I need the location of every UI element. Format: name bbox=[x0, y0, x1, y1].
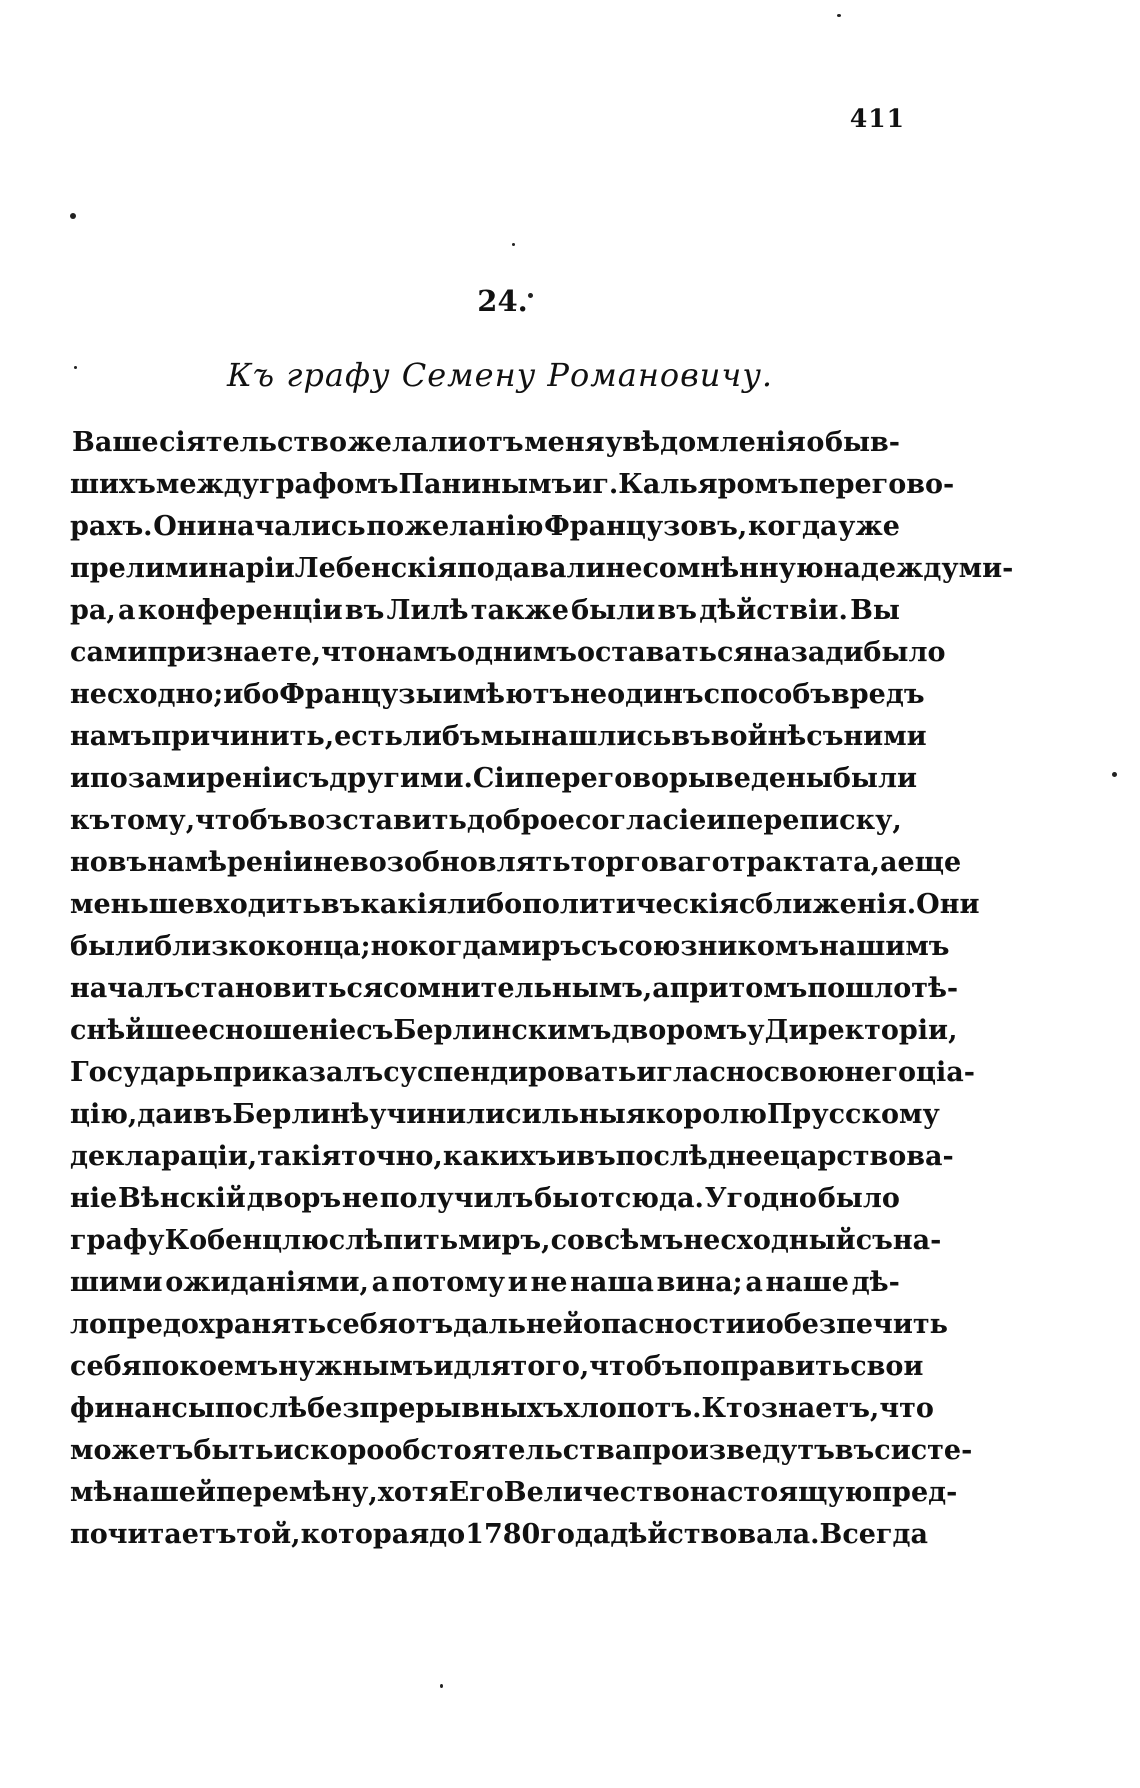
word: негоціа- bbox=[844, 1057, 975, 1088]
word: сближенія. bbox=[738, 889, 917, 920]
word: и bbox=[706, 805, 727, 836]
word: а bbox=[745, 1267, 763, 1298]
text-line bbox=[70, 1220, 942, 1262]
text-line bbox=[70, 842, 962, 884]
word: Угодно bbox=[704, 1183, 817, 1214]
word: чтобъ bbox=[195, 805, 289, 836]
word: Они bbox=[916, 889, 980, 920]
word: дворъ bbox=[246, 1183, 342, 1214]
word: въ bbox=[834, 1435, 875, 1466]
word: либо bbox=[447, 889, 523, 920]
word: перемѣну, bbox=[215, 1477, 378, 1508]
word: были bbox=[832, 763, 918, 794]
word: и bbox=[433, 1351, 454, 1382]
word: у bbox=[747, 1015, 765, 1046]
word: себя bbox=[326, 1309, 398, 1340]
word: не bbox=[341, 1183, 379, 1214]
section-number: 24. bbox=[477, 284, 528, 318]
word: меньше bbox=[70, 889, 195, 920]
word: миръ bbox=[497, 931, 582, 962]
word: Лебенскія bbox=[294, 553, 457, 584]
word: почитаетъ bbox=[70, 1519, 237, 1550]
text-line bbox=[70, 968, 959, 1010]
text-line bbox=[70, 800, 900, 842]
word: съ bbox=[292, 763, 330, 794]
word: и bbox=[572, 469, 593, 500]
word: на- bbox=[892, 1225, 942, 1256]
word: назади bbox=[753, 637, 864, 668]
word: хотя bbox=[377, 1477, 449, 1508]
word: приказалъ bbox=[213, 1057, 384, 1088]
word: естьлибъ bbox=[334, 721, 481, 752]
word: графу bbox=[70, 1225, 165, 1256]
word: Кобенцлю bbox=[164, 1225, 329, 1256]
word: скоро bbox=[293, 1435, 385, 1466]
word: мѣ bbox=[70, 1477, 113, 1508]
word: дворомъ bbox=[611, 1015, 748, 1046]
word: томъ bbox=[728, 973, 808, 1004]
word: а bbox=[880, 847, 898, 878]
word: и bbox=[556, 1141, 577, 1172]
word: однимъ bbox=[457, 637, 577, 668]
word: при bbox=[669, 973, 729, 1004]
text-line bbox=[70, 1514, 928, 1556]
word: увѣдомленія bbox=[605, 427, 806, 458]
word: миръ, bbox=[458, 1225, 551, 1256]
word: какія bbox=[360, 889, 448, 920]
word: перегово- bbox=[798, 469, 955, 500]
word: Директоріи, bbox=[764, 1015, 958, 1046]
word: да bbox=[137, 1099, 173, 1130]
word: что bbox=[321, 637, 376, 668]
scan-speck bbox=[70, 213, 76, 219]
word: также bbox=[470, 595, 569, 626]
text-line bbox=[70, 758, 918, 800]
word: и bbox=[273, 1435, 294, 1466]
word: Французы bbox=[279, 679, 443, 710]
word: отсюда. bbox=[580, 1183, 704, 1214]
word: по bbox=[366, 511, 405, 542]
text-line bbox=[70, 1472, 958, 1514]
word: имѣютъ bbox=[442, 679, 571, 710]
word: намъ bbox=[375, 637, 458, 668]
text-line bbox=[70, 1346, 924, 1388]
word: Ваше bbox=[72, 427, 159, 458]
word: оставаться bbox=[576, 637, 754, 668]
text-line bbox=[70, 506, 900, 548]
word: еще bbox=[897, 847, 962, 878]
word: шими bbox=[70, 1267, 163, 1298]
word: начались bbox=[217, 511, 366, 542]
word: въ bbox=[320, 889, 361, 920]
word: политическія bbox=[522, 889, 739, 920]
word: наша bbox=[570, 1267, 654, 1298]
word: намъ bbox=[70, 721, 152, 752]
word: графомъ bbox=[259, 469, 399, 500]
word: между bbox=[155, 469, 260, 500]
word: безпрерывныхъ bbox=[307, 1393, 564, 1424]
word: суспендировать bbox=[383, 1057, 637, 1088]
word: торговаго bbox=[570, 847, 730, 878]
word: отъ bbox=[468, 427, 524, 458]
text-line bbox=[70, 1430, 973, 1472]
word: не bbox=[570, 679, 608, 710]
word: г. bbox=[592, 469, 619, 500]
word: Лилѣ bbox=[386, 595, 469, 626]
word: Вы bbox=[850, 595, 900, 626]
word: сіятельство bbox=[159, 427, 347, 458]
word: несходный bbox=[683, 1225, 856, 1256]
word: надежду bbox=[823, 553, 959, 584]
word: согласіе bbox=[574, 805, 707, 836]
word: наше bbox=[765, 1267, 849, 1298]
word: королю bbox=[645, 1099, 767, 1130]
text-line bbox=[70, 1304, 948, 1346]
word: точно, bbox=[341, 1141, 443, 1172]
word: Государь bbox=[70, 1057, 214, 1088]
word: финансы bbox=[70, 1393, 215, 1424]
word: переписку, bbox=[726, 805, 902, 836]
word: прелиминаріи bbox=[70, 553, 295, 584]
word: свою bbox=[763, 1057, 845, 1088]
word: пред- bbox=[872, 1477, 958, 1508]
text-line bbox=[70, 422, 900, 464]
word: что bbox=[879, 1393, 934, 1424]
word: было bbox=[817, 1183, 900, 1214]
word: началъ bbox=[70, 973, 185, 1004]
word: когда bbox=[408, 931, 498, 962]
word: которая bbox=[300, 1519, 430, 1550]
word: входить bbox=[194, 889, 321, 920]
word: свои bbox=[850, 1351, 924, 1382]
word: признаете, bbox=[147, 637, 322, 668]
word: произведутъ bbox=[632, 1435, 835, 1466]
word: быть bbox=[193, 1435, 274, 1466]
word: Французовъ, bbox=[544, 511, 748, 542]
word: по bbox=[90, 763, 128, 794]
word: о bbox=[806, 427, 825, 458]
word: можетъ bbox=[70, 1435, 194, 1466]
word: вредъ bbox=[831, 679, 925, 710]
word: съ bbox=[855, 1225, 893, 1256]
text-line bbox=[70, 1178, 900, 1220]
word: предохранять bbox=[107, 1309, 327, 1340]
word: Панинымъ bbox=[398, 469, 573, 500]
word: какихъ bbox=[442, 1141, 557, 1172]
word: Кто bbox=[701, 1393, 761, 1424]
word: и bbox=[507, 1267, 528, 1298]
word: возобновлять bbox=[350, 847, 571, 878]
word: а bbox=[118, 595, 136, 626]
word: трактата, bbox=[729, 847, 881, 878]
word: ожиданіями, bbox=[165, 1267, 369, 1298]
word: а bbox=[371, 1267, 390, 1298]
word: и bbox=[172, 1099, 193, 1130]
word: ведены bbox=[714, 763, 833, 794]
word: ніе bbox=[70, 1183, 118, 1214]
word: года bbox=[540, 1519, 611, 1550]
text-line bbox=[70, 590, 900, 632]
word: было bbox=[863, 637, 946, 668]
word: несомнѣнную bbox=[605, 553, 824, 584]
word: но bbox=[70, 847, 108, 878]
word: желали bbox=[347, 427, 468, 458]
word: съ bbox=[581, 931, 619, 962]
word: нашимъ bbox=[819, 931, 950, 962]
word: и bbox=[745, 1309, 766, 1340]
text-line bbox=[70, 464, 955, 506]
word: дальней bbox=[453, 1309, 583, 1340]
body-text bbox=[70, 422, 1014, 1556]
text-line bbox=[70, 548, 1014, 590]
word: способъ bbox=[703, 679, 832, 710]
word: быв- bbox=[824, 427, 900, 458]
text-line bbox=[70, 674, 925, 716]
word: потому bbox=[391, 1267, 506, 1298]
text-line bbox=[70, 1010, 958, 1052]
word: уже bbox=[838, 511, 900, 542]
word: съ bbox=[806, 721, 844, 752]
word: тому, bbox=[110, 805, 196, 836]
word: пошло bbox=[807, 973, 912, 1004]
word: сношеніе bbox=[208, 1015, 357, 1046]
word: сами bbox=[70, 637, 148, 668]
word: желанію bbox=[404, 511, 544, 542]
word: въ bbox=[107, 847, 148, 878]
word: становиться bbox=[184, 973, 383, 1004]
word: получилъ bbox=[379, 1183, 534, 1214]
word: рахъ. bbox=[70, 511, 153, 542]
word: ибо bbox=[223, 679, 280, 710]
word: но bbox=[370, 931, 409, 962]
word: поправить bbox=[682, 1351, 851, 1382]
word: подавали bbox=[456, 553, 606, 584]
word: бы bbox=[534, 1183, 580, 1214]
word: систе- bbox=[874, 1435, 973, 1466]
word: слѣпить bbox=[328, 1225, 459, 1256]
word: несходно; bbox=[70, 679, 224, 710]
word: Его bbox=[448, 1477, 504, 1508]
word: въ bbox=[344, 595, 385, 626]
word: царствова- bbox=[780, 1141, 954, 1172]
word: учинили bbox=[369, 1099, 506, 1130]
word: Берлинѣ bbox=[232, 1099, 370, 1130]
scan-speck bbox=[512, 243, 515, 246]
word: Берлинскимъ bbox=[393, 1015, 612, 1046]
word: ними bbox=[843, 721, 927, 752]
word: ми- bbox=[958, 553, 1014, 584]
text-line bbox=[70, 1388, 934, 1430]
word: сомнительнымъ, bbox=[382, 973, 653, 1004]
word: въ bbox=[657, 595, 697, 626]
word: 1780 bbox=[465, 1519, 541, 1550]
word: того, bbox=[510, 1351, 590, 1382]
word: хлопотъ. bbox=[563, 1393, 702, 1424]
word: настоящую bbox=[689, 1477, 873, 1508]
word: намѣреніи bbox=[147, 847, 314, 878]
word: чтобъ bbox=[589, 1351, 683, 1382]
word: дѣйствовала. bbox=[610, 1519, 820, 1550]
word: конца; bbox=[265, 931, 371, 962]
word: а bbox=[652, 973, 670, 1004]
word: обезпечить bbox=[765, 1309, 948, 1340]
text-line bbox=[70, 1262, 900, 1304]
word: послѣднее bbox=[615, 1141, 781, 1172]
text-line bbox=[70, 1052, 975, 1094]
page-number: 411 bbox=[849, 104, 905, 133]
word: не bbox=[530, 1267, 568, 1298]
word: и bbox=[636, 1057, 657, 1088]
scan-speck bbox=[1112, 772, 1117, 777]
word: Сіи bbox=[472, 763, 525, 794]
text-line bbox=[70, 926, 950, 968]
word: доброе bbox=[466, 805, 575, 836]
word: цію, bbox=[70, 1099, 138, 1130]
word: къ bbox=[70, 805, 111, 836]
word: такія bbox=[257, 1141, 342, 1172]
word: меня bbox=[524, 427, 605, 458]
scan-speck bbox=[440, 1684, 443, 1688]
word: дѣ- bbox=[851, 1267, 900, 1298]
text-line bbox=[70, 1094, 940, 1136]
word: были bbox=[70, 931, 155, 962]
word: Величество bbox=[503, 1477, 690, 1508]
word: декларацiи, bbox=[70, 1141, 258, 1172]
word: замиреніи bbox=[127, 763, 293, 794]
word: совсѣмъ bbox=[550, 1225, 684, 1256]
word: опасности bbox=[582, 1309, 746, 1340]
word: отъ bbox=[397, 1309, 454, 1340]
word: тѣ- bbox=[911, 973, 959, 1004]
word: въ bbox=[576, 1141, 616, 1172]
word: возставить bbox=[288, 805, 467, 836]
word: Всегда bbox=[819, 1519, 928, 1550]
word: дѣйствіи. bbox=[699, 595, 848, 626]
text-line bbox=[70, 1136, 954, 1178]
word: себя bbox=[70, 1351, 142, 1382]
word: сильныя bbox=[505, 1099, 646, 1130]
scan-speck bbox=[74, 366, 77, 369]
word: ра, bbox=[70, 595, 116, 626]
word: гласно bbox=[656, 1057, 764, 1088]
word: близко bbox=[154, 931, 266, 962]
word: въ bbox=[192, 1099, 233, 1130]
word: снѣйшее bbox=[70, 1015, 209, 1046]
word: причинить, bbox=[151, 721, 335, 752]
word: покоемъ bbox=[141, 1351, 279, 1382]
word: были bbox=[571, 595, 656, 626]
scan-speck bbox=[837, 14, 841, 17]
word: въ bbox=[671, 721, 711, 752]
word: нашей bbox=[112, 1477, 216, 1508]
text-line bbox=[70, 884, 980, 926]
word: знаетъ, bbox=[760, 1393, 880, 1424]
word: войнѣ bbox=[710, 721, 807, 752]
word: Прусскому bbox=[766, 1099, 940, 1130]
word: шихъ bbox=[70, 469, 156, 500]
word: съ bbox=[356, 1015, 394, 1046]
word: конференціи bbox=[137, 595, 343, 626]
word: когда bbox=[747, 511, 838, 542]
word: нашлись bbox=[531, 721, 672, 752]
word: ло bbox=[70, 1309, 108, 1340]
word: не bbox=[313, 847, 351, 878]
word: союзникомъ bbox=[618, 931, 820, 962]
word: другими. bbox=[329, 763, 473, 794]
word: той, bbox=[236, 1519, 301, 1550]
word: мы bbox=[480, 721, 532, 752]
word: для bbox=[453, 1351, 511, 1382]
word: нужнымъ bbox=[278, 1351, 434, 1382]
word: одинъ bbox=[607, 679, 704, 710]
word: Они bbox=[153, 511, 217, 542]
word: и bbox=[70, 763, 91, 794]
word: до bbox=[429, 1519, 466, 1550]
word: послѣ bbox=[214, 1393, 308, 1424]
word: Кальяромъ bbox=[618, 469, 799, 500]
letter-heading: Къ графу Семену Романовичу. bbox=[226, 356, 774, 394]
word: обстоятельства bbox=[384, 1435, 633, 1466]
scan-speck bbox=[528, 293, 533, 298]
word: Вѣнскій bbox=[118, 1183, 246, 1214]
text-line bbox=[70, 632, 946, 674]
word: переговоры bbox=[524, 763, 715, 794]
text-line bbox=[70, 716, 927, 758]
word: вина; bbox=[656, 1267, 743, 1298]
